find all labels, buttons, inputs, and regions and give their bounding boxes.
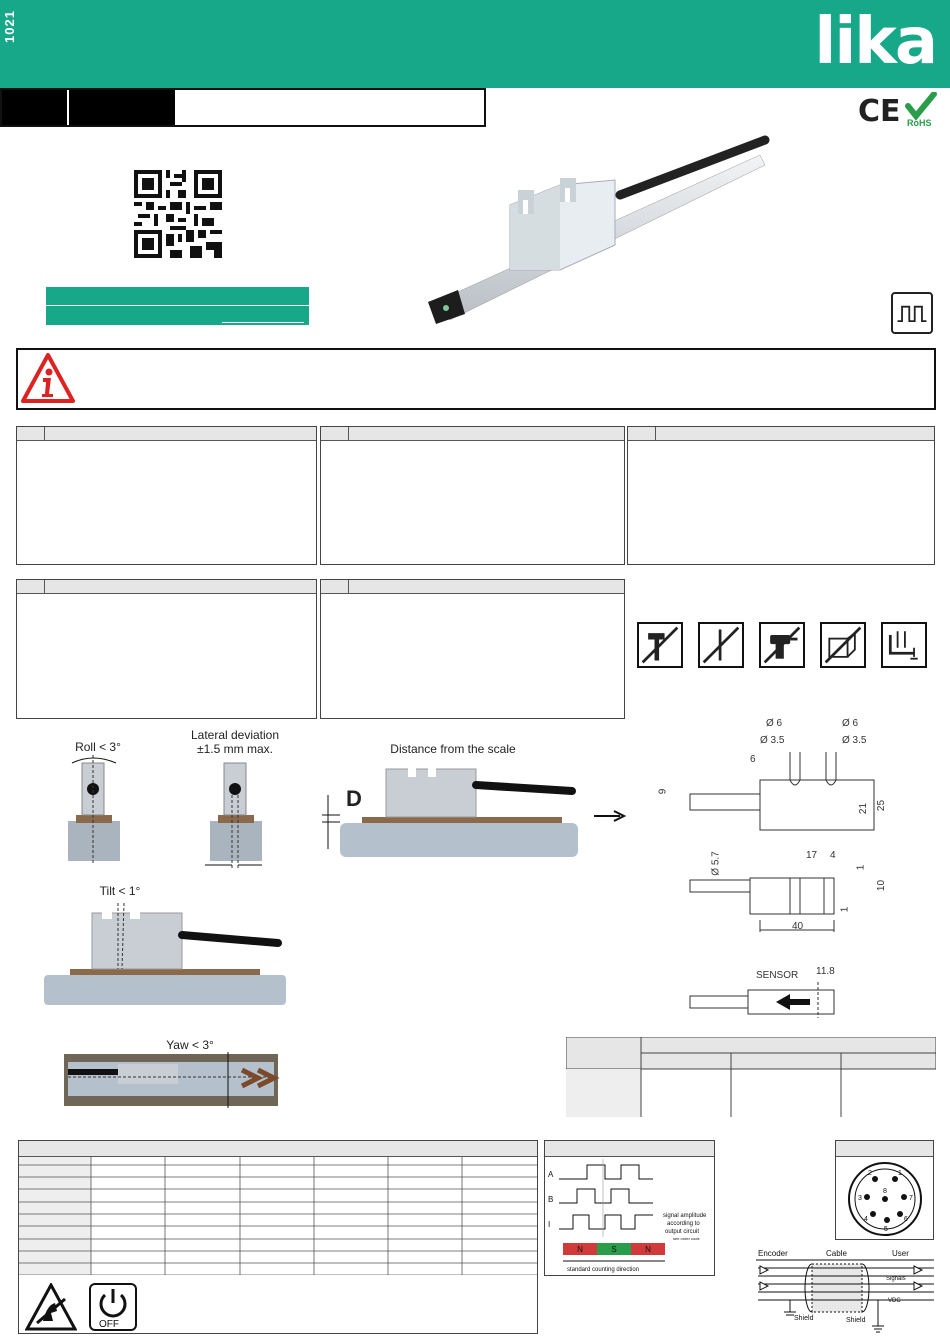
qr-code[interactable] [134, 170, 222, 258]
dim-1a: 1 [855, 864, 867, 871]
signal-table [18, 1140, 538, 1334]
cable-shield-diagram [754, 1246, 936, 1342]
pin-6: 6 [904, 1216, 908, 1223]
cable-user-label: User [892, 1249, 909, 1258]
dim-6: 6 [750, 754, 756, 765]
channel-i-label: I [548, 1220, 551, 1229]
sensor-drawing [686, 980, 846, 1020]
roll-label: Roll < 3° [75, 740, 121, 754]
lika-logo: lika [814, 5, 936, 79]
lateral-label-2: ±1.5 mm max. [197, 742, 273, 756]
distance-label: Distance from the scale [390, 742, 516, 756]
dim-4: 4 [830, 850, 836, 861]
product-link-box[interactable] [46, 287, 309, 325]
wave-note-1: signal amplitude [663, 1213, 707, 1219]
link-underline [222, 322, 304, 323]
square-wave-icon [891, 292, 933, 334]
magnet-n-1: N [577, 1245, 583, 1254]
dim-40: 40 [792, 921, 804, 932]
dim-d6-left: Ø 6 [766, 718, 783, 729]
shield-left-label: Shield [794, 1315, 814, 1322]
panel-3 [627, 426, 935, 565]
dim-9: 9 [657, 788, 669, 795]
rohs-label: RoHS [907, 118, 932, 128]
cable-cable-label: Cable [826, 1249, 847, 1258]
connector-header [836, 1141, 933, 1157]
cable-vdc-label: VDC [888, 1298, 901, 1304]
model-block-1 [2, 90, 67, 125]
power-off-icon [89, 1283, 137, 1331]
grounding-icon [881, 622, 927, 668]
ce-mark: CE [858, 94, 901, 129]
panel-5 [320, 579, 625, 719]
channel-a-label: A [548, 1170, 554, 1179]
model-bar [0, 88, 486, 127]
counting-direction: standard counting direction [567, 1267, 640, 1273]
sensor-label: SENSOR [756, 970, 799, 981]
roll-lateral-figure [60, 755, 280, 875]
dim-10: 10 [876, 879, 888, 892]
product-photo [410, 130, 770, 340]
dim-118: 11.8 [816, 966, 835, 977]
channel-b-label: B [548, 1195, 554, 1204]
dim-d6-right: Ø 6 [842, 718, 859, 729]
side-view-drawing [686, 860, 886, 936]
top-view-drawing [686, 744, 886, 832]
no-drill-icon [759, 622, 805, 668]
magnet-n-2: N [645, 1245, 651, 1254]
signal-table-grid [19, 1157, 537, 1275]
panel-4 [16, 579, 317, 719]
wave-note-2: according to [667, 1221, 700, 1227]
pin-3: 3 [858, 1195, 862, 1202]
esd-icon [25, 1283, 77, 1331]
dim-25: 25 [876, 799, 888, 812]
dim-d57: Ø 5.7 [710, 851, 722, 876]
distance-symbol: D [346, 786, 362, 811]
no-magnet-icon [820, 622, 866, 668]
yaw-label: Yaw < 3° [166, 1038, 214, 1052]
rohs-icon [904, 92, 938, 128]
wave-note-4: see order code [673, 1236, 700, 1241]
no-cut-icon [698, 622, 744, 668]
dim-d35-right: Ø 3.5 [842, 735, 867, 746]
waveform-diagram [545, 1157, 715, 1275]
header-bar [0, 0, 950, 88]
arrow-right-icon [594, 808, 628, 824]
wave-note-3: output circuit [665, 1229, 700, 1235]
pin-7: 7 [909, 1195, 913, 1202]
pin-2: 2 [868, 1170, 872, 1177]
lateral-label-1: Lateral deviation [190, 728, 280, 742]
pin-8: 8 [883, 1188, 887, 1195]
yaw-figure [62, 1052, 280, 1108]
tilt-figure [40, 895, 290, 1010]
link-divider [46, 305, 309, 306]
warning-info-icon [20, 352, 76, 404]
dim-17: 17 [806, 850, 818, 861]
pin-4: 4 [864, 1216, 868, 1223]
waveform-panel [544, 1140, 715, 1276]
cable-encoder-label: Encoder [758, 1249, 788, 1258]
warning-box [16, 348, 936, 410]
no-hammer-icon [637, 622, 683, 668]
model-block-2 [69, 90, 175, 125]
pin-5: 5 [884, 1226, 888, 1233]
dim-21: 21 [858, 802, 870, 815]
panel-1 [16, 426, 317, 565]
magnet-s: S [611, 1245, 617, 1254]
panel-2 [320, 426, 625, 565]
document-code: 1021 [2, 10, 17, 44]
dim-d35-left: Ø 3.5 [760, 735, 785, 746]
svg-text:OFF: OFF [99, 1319, 119, 1330]
shield-right-label: Shield [846, 1317, 866, 1324]
waveform-header [545, 1141, 714, 1157]
resolution-table [566, 1037, 936, 1117]
distance-figure [320, 765, 580, 860]
connector-panel [835, 1140, 934, 1240]
pin-1: 1 [898, 1170, 902, 1177]
tilt-label: Tilt < 1° [99, 884, 141, 898]
signal-table-header [19, 1141, 537, 1157]
connector-pinout [844, 1159, 926, 1239]
dim-1b: 1 [839, 906, 851, 913]
cable-signals-label: Signals [886, 1276, 906, 1282]
